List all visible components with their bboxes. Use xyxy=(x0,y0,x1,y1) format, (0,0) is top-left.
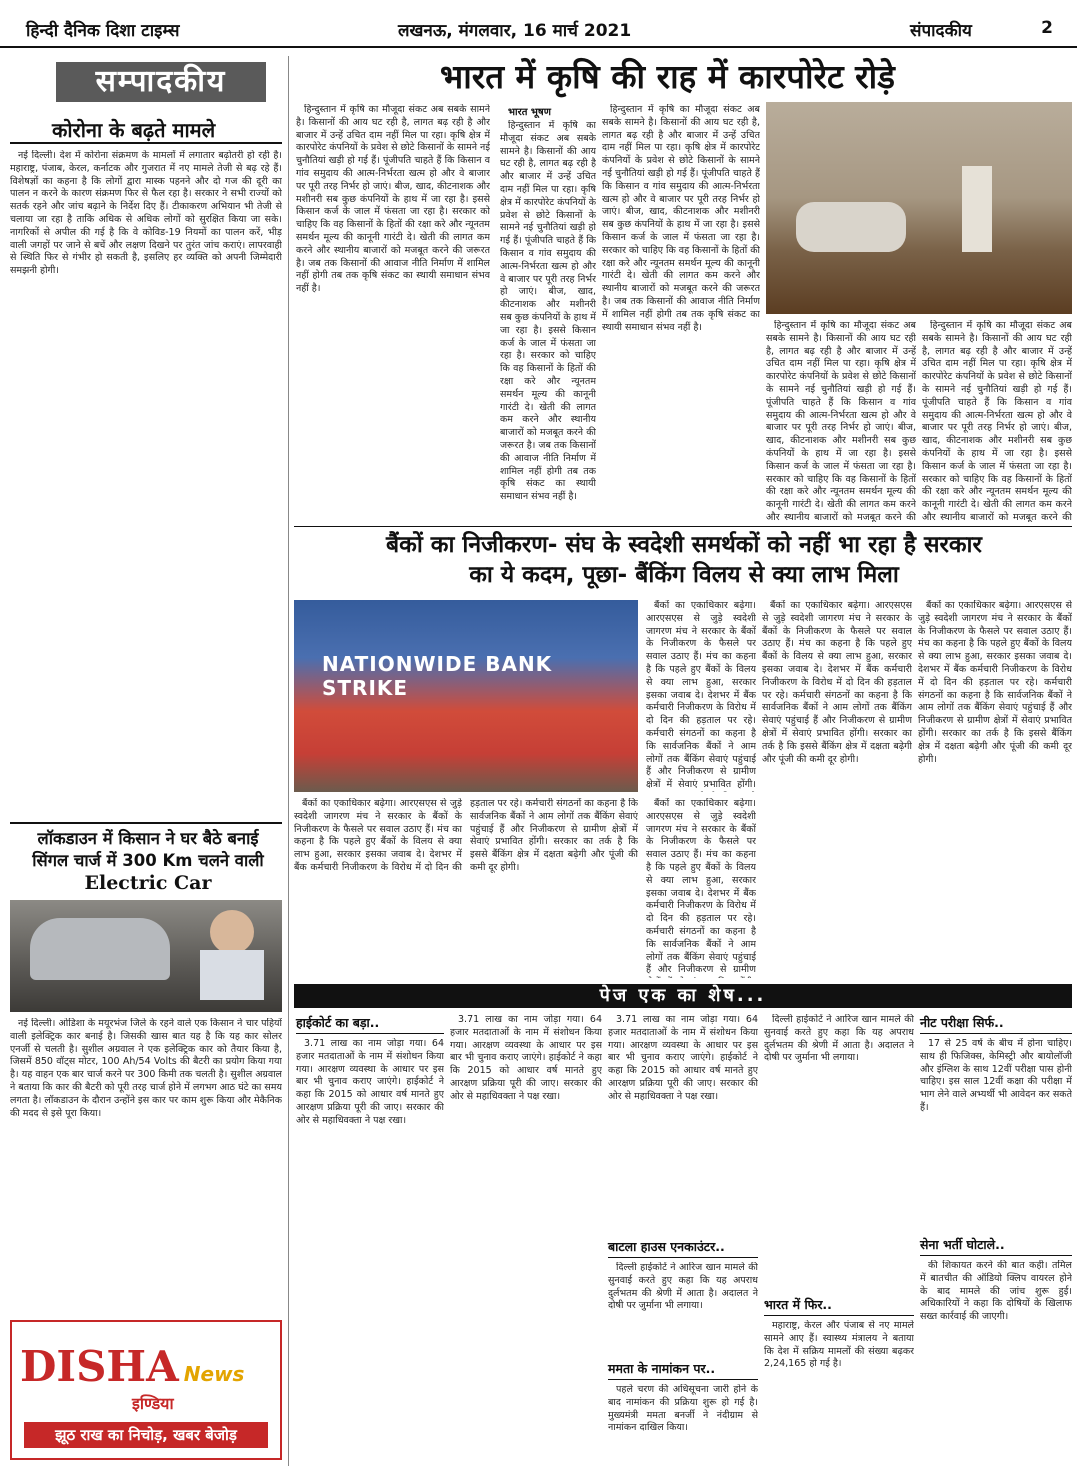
ev-headline-line2-b: चलने वाली xyxy=(198,851,264,870)
cont-title-6[interactable]: सेना भर्ती घोटाले.. xyxy=(920,1236,1072,1256)
cont-text-3a: 3.71 लाख का नाम जोड़ा गया। 64 हजार मतदाताओं के नाम में संशोधन किया गया। आरक्षण व्यवस्था के आधार पर इस बार भी चुनाव कराए जाएंगे। हाईकोर्ट ने कहा कि 2015 को आधार वर्ष मानते हुए आरक्षण प्रक्रिया पूरी की जाए। सरकार की ओर से महाधिवक्ता ने पक्ष रखा। xyxy=(608,1014,758,1102)
bank-headline xyxy=(296,530,1072,590)
bank-headline-line2: का ये कदम, पूछा- बैंकिंग विलय से क्या लाभ मिला xyxy=(469,562,899,588)
bank-col-4 xyxy=(762,600,912,978)
dateline: लखनऊ, मंगलवार, 16 मार्च 2021 xyxy=(398,21,632,41)
cont-text-4b: महाराष्ट्र, केरल और पंजाब से नए मामले सामने आए हैं। स्वास्थ्य मंत्रालय ने बताया कि देश में सक्रिय मामलों की संख्या बढ़कर 2,24,165 हो गई है। xyxy=(764,1320,914,1370)
cont-title-3[interactable]: ममता के नामांकन पर.. xyxy=(608,1360,758,1380)
disha-news-ad[interactable] xyxy=(10,1320,282,1460)
lead-col-3 xyxy=(602,104,760,522)
cont-body-5b xyxy=(920,1260,1072,1470)
editorial-banner: सम्पादकीय xyxy=(56,62,266,102)
ev-headline-line1: लॉकडाउन में किसान ने घर बैठे बनाई xyxy=(37,829,259,848)
cont-body-4a xyxy=(764,1014,914,1290)
continued-bar: पेज एक का शेष... xyxy=(294,984,1072,1008)
lead-text-5: हिन्दुस्तान में कृषि का मौजूदा संकट अब सबके सामने है। किसानों की आय घट रही है, लागत बढ़ रही है और बाजार में उन्हें उचित दाम नहीं मिल पा रहा। कृषि क्षेत्र में कारपोरेट कंपनियों के प्रवेश से छोटे किसानों के सामने नई चुनौतियां खड़ी हो गई हैं। पूंजीपति चाहते हैं कि किसान व गांव समुदाय की आत्म-निर्भरता खत्म हो और वे बाजार पर पूरी तरह निर्भर हो जाएं। बीज, खाद, कीटनाशक और मशीनरी सब कुछ कंपनियों के हाथ में जा रहा है। इससे किसान कर्ज के जाल में फंसता जा रहा है। सरकार को चाहिए कि वह किसानों के हितों की रक्षा करे और न्यूनतम समर्थन मूल्य की कानूनी गारंटी दे। खेती की लागत कम करने और स्थानीय बाजारों को मजबूत करने की xyxy=(922,320,1072,522)
ev-headline-unit: Km xyxy=(162,851,193,870)
ev-body xyxy=(10,1018,282,1308)
ad-brand-suffix: News xyxy=(183,1362,245,1386)
cont-col-2 xyxy=(450,1014,602,1464)
bank-strike-photo xyxy=(294,600,638,792)
cont-body-3b xyxy=(608,1262,758,1352)
cont-col-3 xyxy=(608,1014,758,1464)
ev-car-photo xyxy=(10,900,282,1012)
bank-text-2: बैंकों का एकाधिकार बढ़ेगा। आरएसएस से जुड़े स्वदेशी जागरण मंच ने सरकार के बैंकों के निजीकरण के फैसले पर सवाल उठाए हैं। मंच का कहना है कि पहले हुए बैंकों के विलय से क्या लाभ हुआ, सरकार इसका जवाब दे। देशभर में बैंक कर्मचारी निजीकरण के विरोध में दो दिन की हड़ताल पर रहे। कर्मचारी संगठनों का कहना है कि सार्वजनिक बैंकों ने आम लोगों तक बैंकिंग सेवाएं पहुंचाई हैं और निजीकरण से ग्रामीण क्षेत्रों में सेवाएं प्रभावित होंगी। सरकार का तर्क है कि इससे बैंकिंग क्षेत्र में दक्षता बढ़ेगी और पूंजी की कमी दूर होगी। xyxy=(294,798,638,873)
editorial-text: नई दिल्ली। देश में कोरोना संक्रमण के मामलों में लगातार बढ़ोतरी हो रही है। महाराष्ट्र, पंजाब, केरल, कर्नाटक और गुजरात में नए मामले तेजी से बढ़ रहे हैं। विशेषज्ञों का कहना है कि लोगों द्वारा मास्क पहनने और दो गज की दूरी का पालन न करने के कारण संक्रमण फिर से फैल रहा है। सरकार ने सभी राज्यों को सतर्क रहने और जांच बढ़ाने के निर्देश दिए हैं। टीकाकरण अभियान भी तेजी से चलाया जा रहा है ताकि अधिक से अधिक लोगों को सुरक्षित किया जा सके। नागरिकों से अपील की गई है कि वे कोविड-19 नियमों का पालन करें, भीड़ वाली जगहों पर जाने से बचें और लक्षण दिखने पर तुरंत जांच कराएं। लापरवाही से स्थिति फिर से गंभीर हो सकती है, इसलिए हर व्यक्ति को अपनी जिम्मेदारी समझनी होगी। xyxy=(10,150,282,277)
cont-title-1[interactable]: हाईकोर्ट का बड़ा.. xyxy=(296,1014,444,1034)
lead-byline: भारत भूषण xyxy=(508,107,551,118)
ev-text: नई दिल्ली। ओडिशा के मयूरभंज जिले के रहने वाले एक किसान ने चार पहियों वाली इलेक्ट्रिक कार बनाई है। जिसकी खास बात यह है कि यह कार सोलर एनर्जी से चलती है। सुशील अग्रवाल ने एक इलेक्ट्रिक कार को तैयार किया है, जिसमें 850 वॉट्स मोटर, 100 Ah/54 Volts की बैटरी का प्रयोग किया गया है। यह वाहन एक बार चार्ज करने पर 300 किमी तक चलती है। सुशील अग्रवाल ने बताया कि कार की बैटरी को पूरी तरह चार्ज होने में लगभग आठ घंटे का समय लगता है। लॉकडाउन के दौरान उन्होंने इस कार पर काम शुरू किया और मेकैनिक की मदद से इसे पूरा किया। xyxy=(10,1018,282,1119)
strike-banner-text: NATIONWIDE BANK STRIKE xyxy=(322,652,553,700)
cont-title-5[interactable]: नीट परीक्षा सिर्फ.. xyxy=(920,1014,1072,1034)
masthead xyxy=(0,14,1077,48)
ev-headline-line2 xyxy=(14,850,282,872)
cont-text-3b: दिल्ली हाईकोर्ट ने आरिज खान मामले की सुनवाई करते हुए कहा कि यह अपराध दुर्लभतम की श्रेणी में आता है। अदालत ने दोषी पर जुर्माना भी लगाया। xyxy=(608,1262,758,1312)
cont-col-1 xyxy=(296,1014,444,1464)
ad-subtitle: इण्डिया xyxy=(132,1394,174,1413)
lead-text-1: हिन्दुस्तान में कृषि का मौजूदा संकट अब सबके सामने है। किसानों की आय घट रही है, लागत बढ़ रही है और बाजार में उन्हें उचित दाम नहीं मिल पा रहा। कृषि क्षेत्र में कारपोरेट कंपनियों के प्रवेश से छोटे किसानों के सामने नई चुनौतियां खड़ी हो गई हैं। पूंजीपति चाहते हैं कि किसान व गांव समुदाय की आत्म-निर्भरता खत्म हो और वे बाजार पर पूरी तरह निर्भर हो जाएं। बीज, खाद, कीटनाशक और मशीनरी सब कुछ कंपनियों के हाथ में जा रहा है। इससे किसान कर्ज के जाल में फंसता जा रहा है। सरकार को चाहिए कि वह किसानों के हितों की रक्षा करे और न्यूनतम समर्थन मूल्य की कानूनी गारंटी दे। खेती की लागत कम करने और स्थानीय बाजारों को मजबूत करने की जरूरत है। जब तक किसानों की आवाज नीति निर्माण में शामिल नहीं होगी तब तक कृषि संकट का स्थायी समाधान संभव नहीं है। xyxy=(296,104,490,295)
lead-col-5 xyxy=(922,320,1072,522)
bank-headline-line1: बैंकों का निजीकरण- संघ के स्वदेशी समर्थकों को नहीं भा रहा है सरकार xyxy=(386,532,982,558)
cont-body-4b xyxy=(764,1320,914,1460)
bank-text-4: बैंकों का एकाधिकार बढ़ेगा। आरएसएस से जुड़े स्वदेशी जागरण मंच ने सरकार के बैंकों के निजीकरण के फैसले पर सवाल उठाए हैं। मंच का कहना है कि पहले हुए बैंकों के विलय से क्या लाभ हुआ, सरकार इसका जवाब दे। देशभर में बैंक कर्मचारी निजीकरण के विरोध में दो दिन की हड़ताल पर रहे। कर्मचारी संगठनों का कहना है कि सार्वजनिक बैंकों ने आम लोगों तक बैंकिंग सेवाएं पहुंचाई हैं और निजीकरण से ग्रामीण क्षेत्रों में सेवाएं प्रभावित होंगी। सरकार का तर्क है कि इससे बैंकिंग क्षेत्र में दक्षता बढ़ेगी और पूंजी की कमी दूर होगी। xyxy=(762,600,912,765)
ev-headline-line2-a: सिंगल चार्ज में 300 xyxy=(32,851,157,870)
cont-title-2[interactable]: बाटला हाउस एनकाउंटर.. xyxy=(608,1238,758,1258)
cont-title-4[interactable]: भारत में फिर.. xyxy=(764,1296,914,1316)
bank-col-3 xyxy=(646,798,756,978)
cont-text-3c: पहले चरण की अधिसूचना जारी होने के बाद नामांकन की प्रक्रिया शुरू हो गई है। मुख्यमंत्री ममता बनर्जी ने नंदीग्राम से नामांकन दाखिल किया। xyxy=(608,1384,758,1434)
ev-top-rule xyxy=(10,822,282,824)
section-label: संपादकीय xyxy=(910,21,972,41)
ox-shape xyxy=(796,202,906,252)
editorial-body xyxy=(10,150,282,790)
cont-text-4a: दिल्ली हाईकोर्ट ने आरिज खान मामले की सुनवाई करते हुए कहा कि यह अपराध दुर्लभतम की श्रेणी में आता है। अदालत ने दोषी पर जुर्माना भी लगाया। xyxy=(764,1014,914,1064)
cont-col-5 xyxy=(920,1014,1072,1464)
lead-col-2 xyxy=(500,120,596,522)
ev-headline-line3: Electric Car xyxy=(84,872,212,894)
car-shape xyxy=(30,918,170,980)
ev-headline xyxy=(14,828,282,894)
lead-text-3: हिन्दुस्तान में कृषि का मौजूदा संकट अब सबके सामने है। किसानों की आय घट रही है, लागत बढ़ रही है और बाजार में उन्हें उचित दाम नहीं मिल पा रहा। कृषि क्षेत्र में कारपोरेट कंपनियों के प्रवेश से छोटे किसानों के सामने नई चुनौतियां खड़ी हो गई हैं। पूंजीपति चाहते हैं कि किसान व गांव समुदाय की आत्म-निर्भरता खत्म हो और वे बाजार पर पूरी तरह निर्भर हो जाएं। बीज, खाद, कीटनाशक और मशीनरी सब कुछ कंपनियों के हाथ में जा रहा है। इससे किसान कर्ज के जाल में फंसता जा रहा है। सरकार को चाहिए कि वह किसानों के हितों की रक्षा करे और न्यूनतम समर्थन मूल्य की कानूनी गारंटी दे। खेती की लागत कम करने और स्थानीय बाजारों को मजबूत करने की जरूरत है। जब तक किसानों की आवाज नीति निर्माण में शामिल नहीं होगी तब तक कृषि संकट का स्थायी समाधान संभव नहीं है। xyxy=(602,104,760,333)
page-number: 2 xyxy=(1041,18,1053,38)
cont-body-1 xyxy=(296,1038,444,1458)
cont-body-3c xyxy=(608,1384,758,1474)
editorial-title: कोरोना के बढ़ते मामले xyxy=(52,118,216,142)
farmer-shape xyxy=(962,166,992,252)
farmer-ploughing-photo xyxy=(766,102,1072,314)
bank-top-rule xyxy=(294,526,1072,527)
ad-tagline: झूठ राख का निचोड़, खबर बेजोड़ xyxy=(24,1422,268,1448)
cont-body-5a xyxy=(920,1038,1072,1228)
cont-text-1: 3.71 लाख का नाम जोड़ा गया। 64 हजार मतदाताओं के नाम में संशोधन किया गया। आरक्षण व्यवस्था के आधार पर इस बार भी चुनाव कराए जाएंगे। हाईकोर्ट ने कहा कि 2015 को आधार वर्ष मानते हुए आरक्षण प्रक्रिया पूरी की जाए। सरकार की ओर से महाधिवक्ता ने पक्ष रखा। xyxy=(296,1038,444,1126)
paper-name: हिन्दी दैनिक दिशा टाइम्स xyxy=(26,21,180,41)
cont-text-2: 3.71 लाख का नाम जोड़ा गया। 64 हजार मतदाताओं के नाम में संशोधन किया गया। आरक्षण व्यवस्था के आधार पर इस बार भी चुनाव कराए जाएंगे। हाईकोर्ट ने कहा कि 2015 को आधार वर्ष मानते हुए आरक्षण प्रक्रिया पूरी की जाए। सरकार की ओर से महाधिवक्ता ने पक्ष रखा। xyxy=(450,1014,602,1102)
bank-text-1: बैंकों का एकाधिकार बढ़ेगा। आरएसएस से जुड़े स्वदेशी जागरण मंच ने सरकार के बैंकों के निजीकरण के फैसले पर सवाल उठाए हैं। मंच का कहना है कि पहले हुए बैंकों के विलय से क्या लाभ हुआ, सरकार इसका जवाब दे। देशभर में बैंक कर्मचारी निजीकरण के विरोध में दो दिन की हड़ताल पर रहे। कर्मचारी संगठनों का कहना है कि सार्वजनिक बैंकों ने आम लोगों तक बैंकिंग सेवाएं पहुंचाई हैं और निजीकरण से ग्रामीण क्षेत्रों में सेवाएं प्रभावित होंगी। xyxy=(646,600,756,791)
bank-col-1 xyxy=(646,600,756,792)
cont-text-5b: की शिकायत करने की बात कही। तमिल में बातचीत की ऑडियो क्लिप वायरल होने के बाद मामले की जांच शुरू हुई। अधिकारियों ने कहा कि दोषियों के खिलाफ सख्त कार्रवाई की जाएगी। xyxy=(920,1260,1072,1323)
cont-col-4 xyxy=(764,1014,914,1464)
cont-body-3a xyxy=(608,1014,758,1226)
bank-text-3: बैंकों का एकाधिकार बढ़ेगा। आरएसएस से जुड़े स्वदेशी जागरण मंच ने सरकार के बैंकों के निजीकरण के फैसले पर सवाल उठाए हैं। मंच का कहना है कि पहले हुए बैंकों के विलय से क्या लाभ हुआ, सरकार इसका जवाब दे। देशभर में बैंक कर्मचारी निजीकरण के विरोध में दो दिन की हड़ताल पर रहे। कर्मचारी संगठनों का कहना है कि सार्वजनिक बैंकों ने आम लोगों तक बैंकिंग सेवाएं पहुंचाई हैं और निजीकरण से ग्रामीण xyxy=(646,798,756,976)
cont-text-5a: 17 से 25 वर्ष के बीच में होना चाहिए। साथ ही फिजिक्स, केमिस्ट्री और बायोलॉजी और इंग्लिश के साथ 12वीं परीक्षा पास होनी चाहिए। इस साल 12वीं कक्षा की परीक्षा में भाग लेने वाले अभ्यर्थी भी आवेदन कर सकते हैं। xyxy=(920,1038,1072,1113)
editorial-title-rule xyxy=(10,142,282,144)
person-shirt xyxy=(200,950,264,1000)
lead-text-2: हिन्दुस्तान में कृषि का मौजूदा संकट अब सबके सामने है। किसानों की आय घट रही है, लागत बढ़ रही है और बाजार में उन्हें उचित दाम नहीं मिल पा रहा। कृषि क्षेत्र में कारपोरेट कंपनियों के प्रवेश से छोटे किसानों के सामने नई चुनौतियां खड़ी हो गई हैं। पूंजीपति चाहते हैं कि किसान व गांव समुदाय की आत्म-निर्भरता खत्म हो और वे बाजार पर पूरी तरह निर्भर हो जाएं। बीज, खाद, कीटनाशक और मशीनरी सब कुछ कंपनियों के हाथ में जा रहा है। इससे किसान कर्ज के जाल में फंसता जा रहा है। सरकार को चाहिए कि वह किसानों के हितों की रक्षा करे और न्यूनतम समर्थन मूल्य की कानूनी गारंटी दे। खेती की लागत कम करने और स्थानीय बाजारों को मजबूत करने की जरूरत है। जब तक किसानों की आवाज नीति निर्माण में शामिल नहीं होगी तब तक कृषि संकट का स्थायी समाधान संभव नहीं है। xyxy=(500,120,596,503)
bank-col-5 xyxy=(918,600,1072,978)
bank-text-5: बैंकों का एकाधिकार बढ़ेगा। आरएसएस से जुड़े स्वदेशी जागरण मंच ने सरकार के बैंकों के निजीकरण के फैसले पर सवाल उठाए हैं। मंच का कहना है कि पहले हुए बैंकों के विलय से क्या लाभ हुआ, सरकार इसका जवाब दे। देशभर में बैंक कर्मचारी निजीकरण के विरोध में दो दिन की हड़ताल पर रहे। कर्मचारी संगठनों का कहना है कि सार्वजनिक बैंकों ने आम लोगों तक बैंकिंग सेवाएं पहुंचाई हैं और निजीकरण से ग्रामीण क्षेत्रों में सेवाएं प्रभावित होंगी। सरकार का तर्क है कि इससे बैंकिंग क्षेत्र में दक्षता बढ़ेगी और पूंजी की कमी दूर होगी। xyxy=(918,600,1072,765)
person-face xyxy=(210,910,254,954)
lead-headline: भारत में कृषि की राह में कारपोरेट रोड़े xyxy=(440,57,895,96)
lead-text-4: हिन्दुस्तान में कृषि का मौजूदा संकट अब सबके सामने है। किसानों की आय घट रही है, लागत बढ़ रही है और बाजार में उन्हें उचित दाम नहीं मिल पा रहा। कृषि क्षेत्र में कारपोरेट कंपनियों के प्रवेश से छोटे किसानों के सामने नई चुनौतियां खड़ी हो गई हैं। पूंजीपति चाहते हैं कि किसान व गांव समुदाय की आत्म-निर्भरता खत्म हो और वे बाजार पर पूरी तरह निर्भर हो जाएं। बीज, खाद, कीटनाशक और मशीनरी सब कुछ कंपनियों के हाथ में जा रहा है। इससे किसान कर्ज के जाल में फंसता जा रहा है। सरकार को चाहिए कि वह किसानों के हितों की रक्षा करे और न्यूनतम समर्थन मूल्य की कानूनी गारंटी दे। खेती की लागत कम करने और स्थानीय बाजारों को मजबूत करने की xyxy=(766,320,916,522)
lead-col-4 xyxy=(766,320,916,522)
ad-brand: DISHA xyxy=(20,1342,179,1391)
lead-col-1 xyxy=(296,104,490,522)
column-divider xyxy=(288,56,289,1466)
bank-col-2 xyxy=(294,798,638,978)
